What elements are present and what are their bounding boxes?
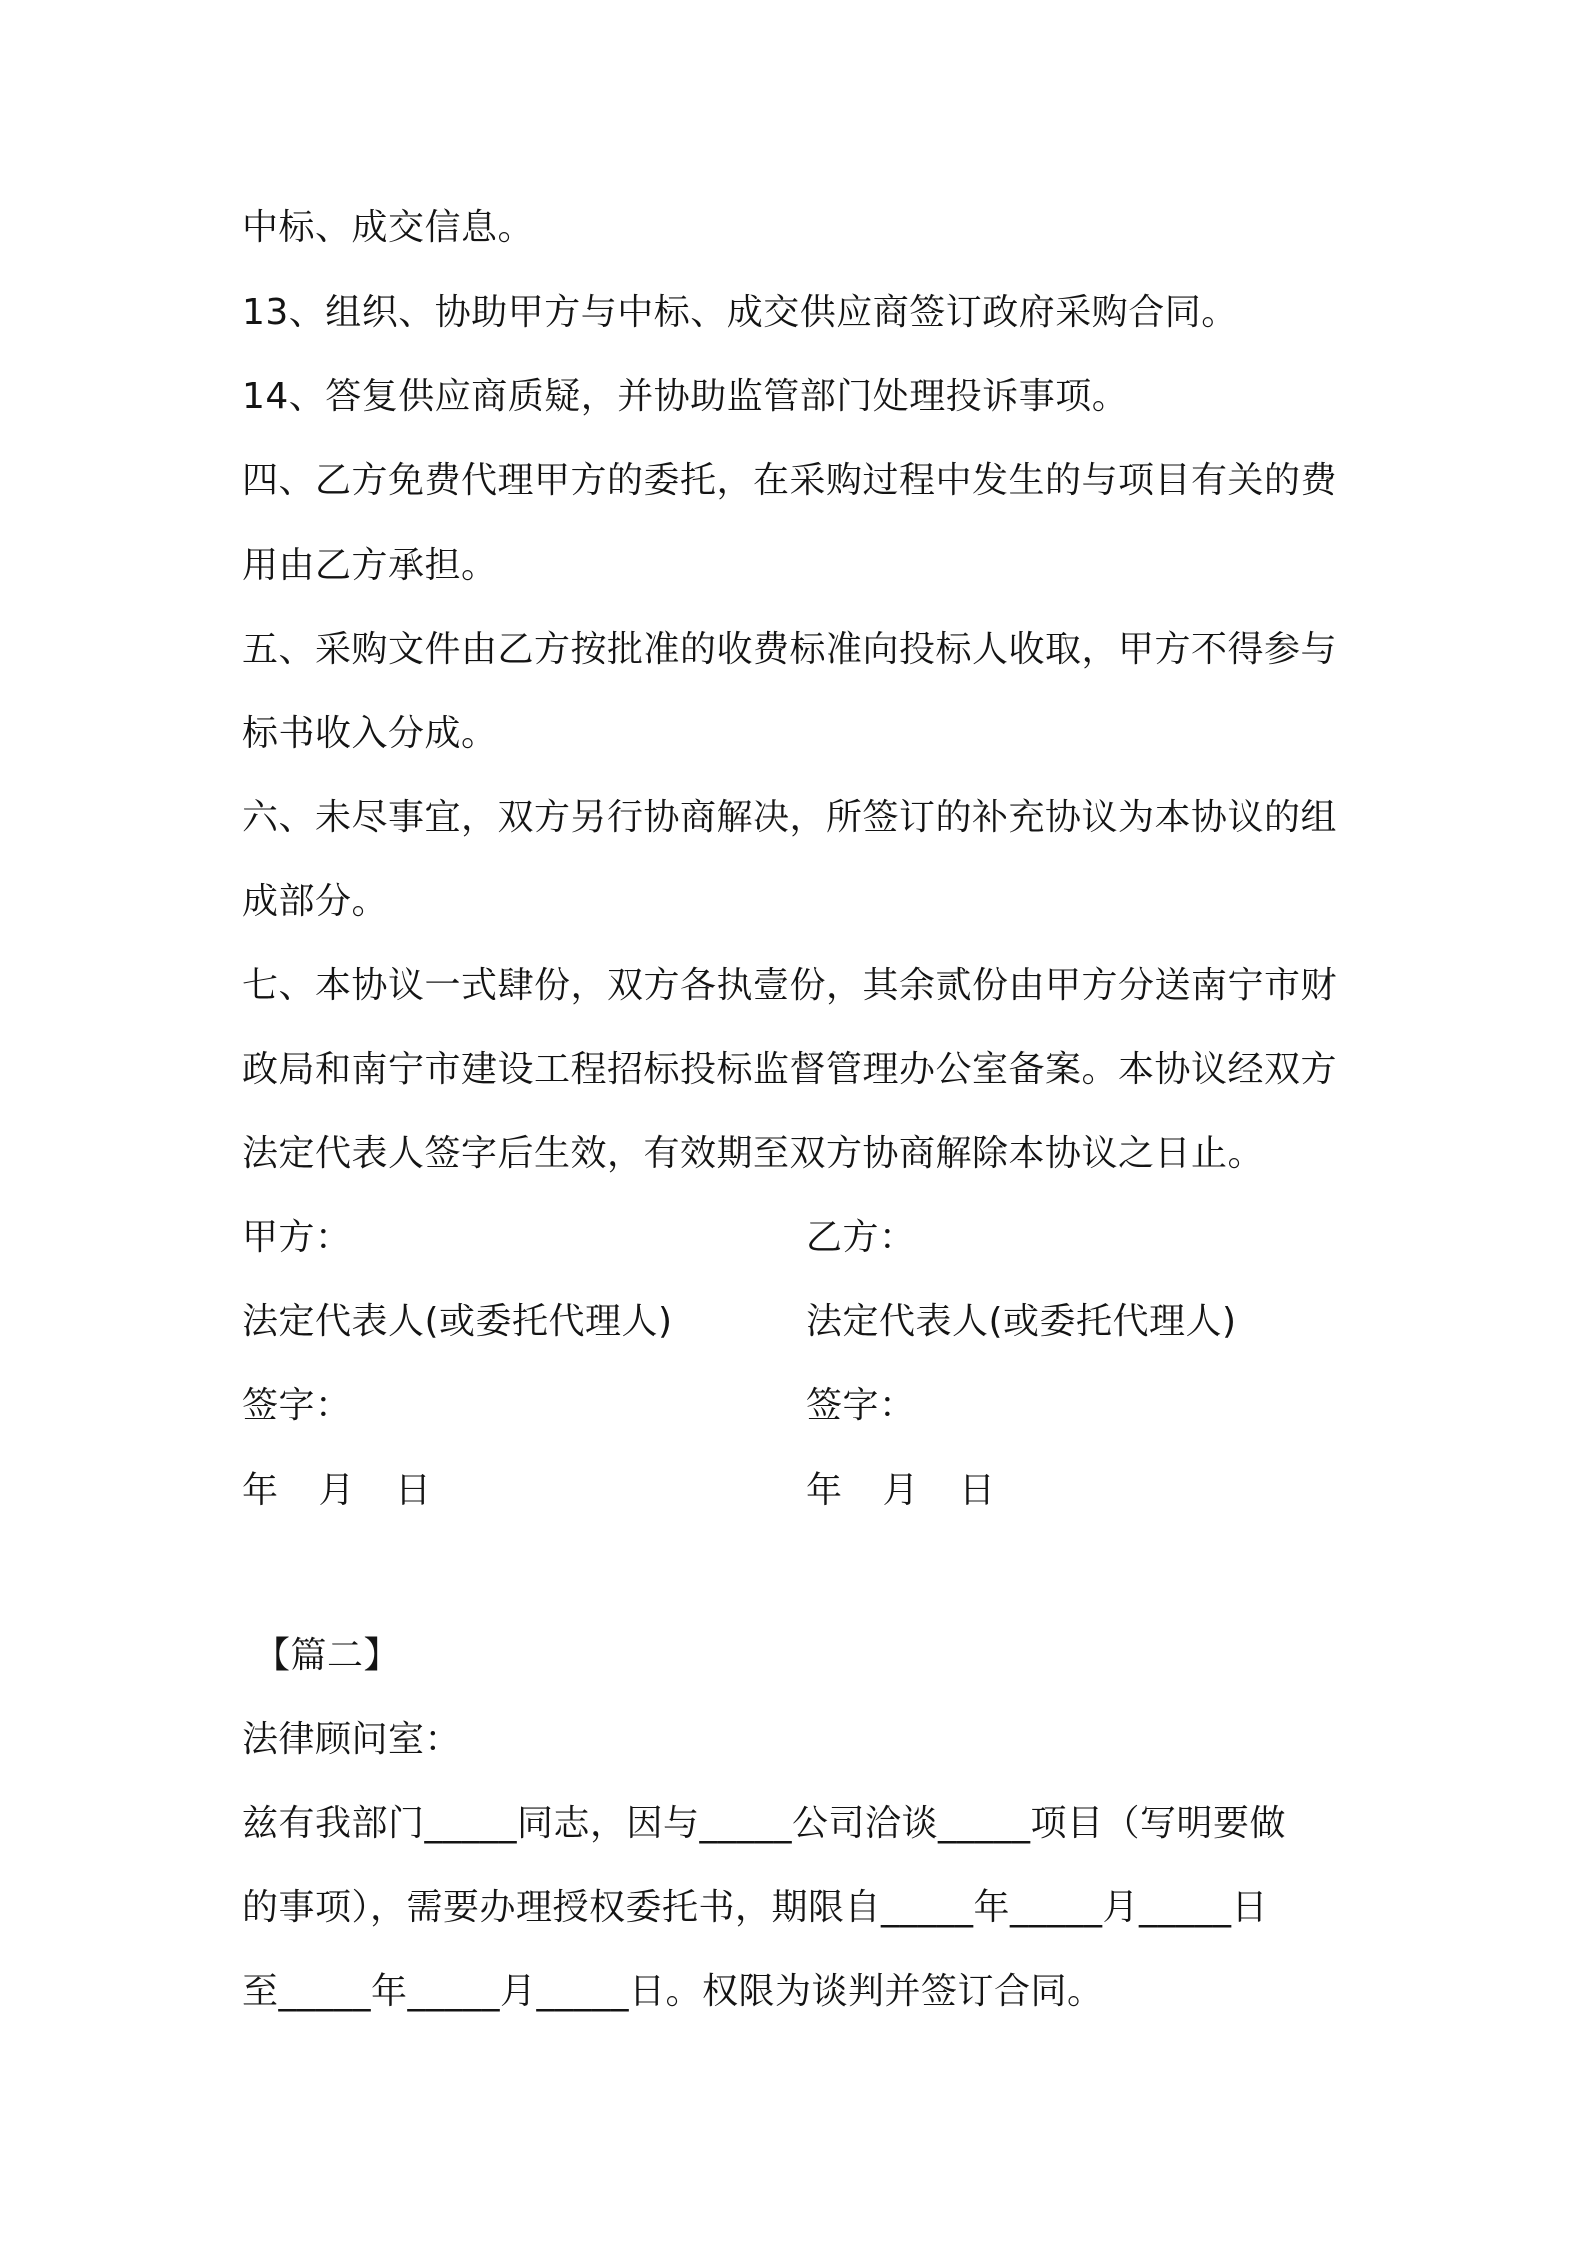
- paragraph-line: 六、未尽事宜，双方另行协商解决，所签订的补充协议为本协议的组: [242, 797, 1338, 838]
- year-label: 年: [806, 1470, 843, 1511]
- day-label: 日: [959, 1470, 996, 1511]
- paragraph-line: 13、组织、协助甲方与中标、成交供应商签订政府采购合同。: [242, 292, 1238, 333]
- party-a-representative: 法定代表人(或委托代理人): [242, 1301, 673, 1342]
- paragraph-line: 至_____年_____月_____日。权限为谈判并签订合同。: [242, 1971, 1104, 2012]
- month-label: 月: [882, 1470, 920, 1511]
- paragraph-line: 的事项），需要办理授权委托书，期限自_____年_____月_____日: [242, 1887, 1269, 1928]
- year-label: 年: [242, 1470, 279, 1511]
- paragraph-line: 政局和南宁市建设工程招标投标监督管理办公室备案。本协议经双方: [242, 1049, 1338, 1090]
- paragraph-line: 法律顾问室：: [242, 1719, 462, 1760]
- party-a-signature: 签字：: [242, 1385, 352, 1426]
- paragraph-line: 用由乙方承担。: [242, 545, 498, 586]
- paragraph-line: 法定代表人签字后生效，有效期至双方协商解除本协议之日止。: [242, 1133, 1265, 1174]
- day-label: 日: [395, 1470, 432, 1511]
- party-b-date: [806, 1467, 1366, 1515]
- party-b-signature: 签字：: [806, 1385, 916, 1426]
- party-b-representative: 法定代表人(或委托代理人): [806, 1301, 1237, 1342]
- party-a-date: [242, 1467, 802, 1515]
- paragraph-line: 中标、成交信息。: [242, 207, 535, 248]
- paragraph-line: 五、采购文件由乙方按批准的收费标准向投标人收取，甲方不得参与: [242, 629, 1338, 670]
- paragraph-line: 四、乙方免费代理甲方的委托，在采购过程中发生的与项目有关的费: [242, 460, 1338, 501]
- paragraph-line: 14、答复供应商质疑，并协助监管部门处理投诉事项。: [242, 376, 1129, 417]
- paragraph-line: 成部分。: [242, 881, 389, 922]
- section-heading: 【篇二】: [254, 1635, 401, 1676]
- party-a-label: 甲方：: [242, 1217, 352, 1258]
- paragraph-line: 七、本协议一式肆份，双方各执壹份，其余贰份由甲方分送南宁市财: [242, 965, 1338, 1006]
- paragraph-line: 标书收入分成。: [242, 713, 498, 754]
- paragraph-line: 兹有我部门_____同志，因与_____公司洽谈_____项目（写明要做: [242, 1803, 1287, 1844]
- month-label: 月: [318, 1470, 356, 1511]
- party-b-label: 乙方：: [806, 1217, 916, 1258]
